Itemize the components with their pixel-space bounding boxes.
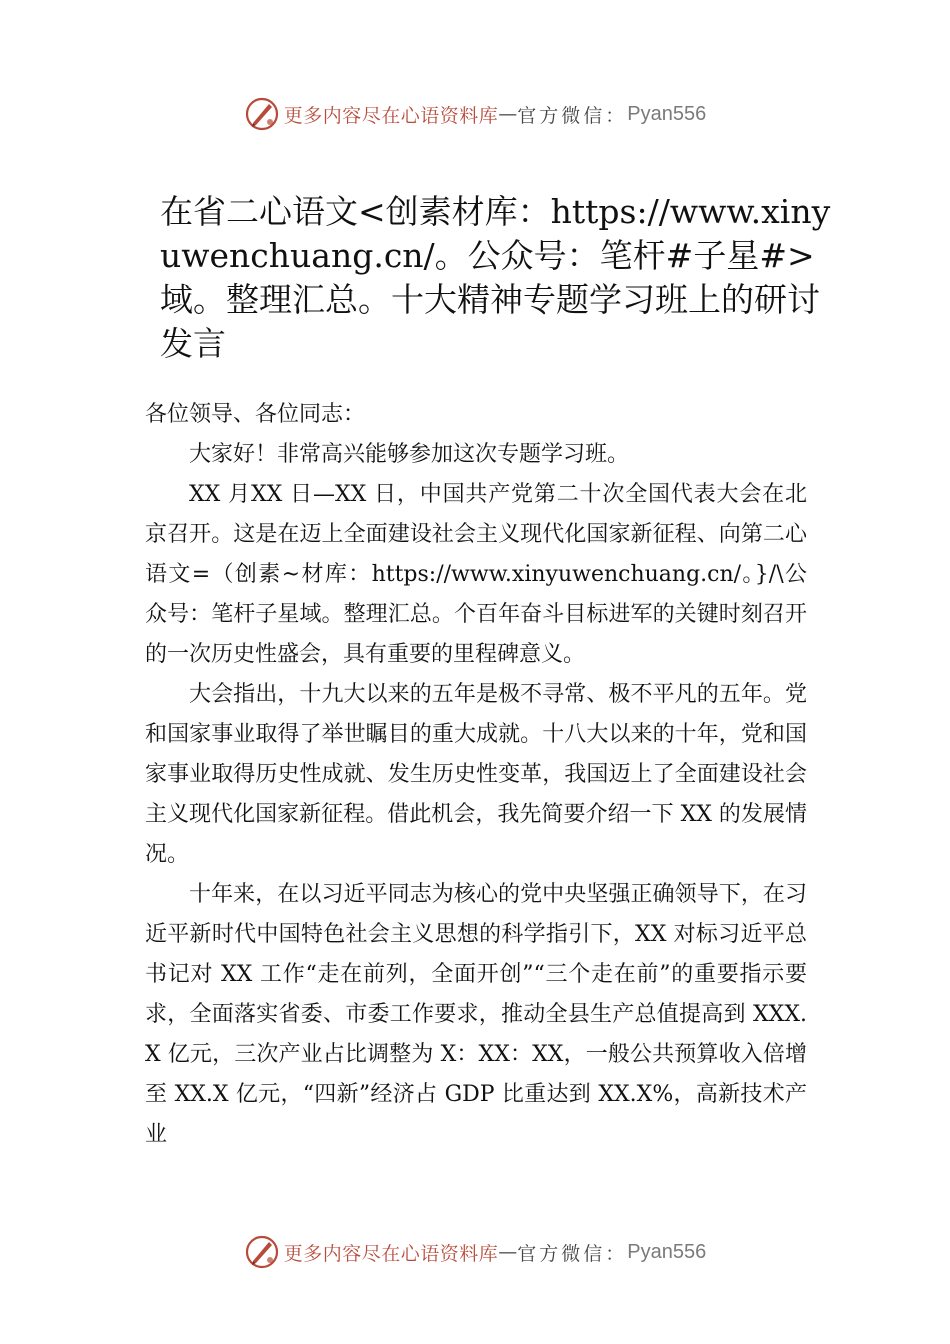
document-title: 在省二心语文<创素材库：https://www.xinyuwenchuang.cn/。公众号：笔杆#子星#>域。整理汇总。十大精神专题学习班上的研讨发言	[160, 192, 831, 363]
pen-logo-icon	[244, 1234, 280, 1270]
banner-wechat-id: Pyan556	[627, 1240, 707, 1263]
banner-separator: —	[498, 1241, 518, 1263]
banner-wechat-id: Pyan556	[627, 102, 707, 125]
banner-wechat-label: 官方微信：	[517, 1242, 628, 1265]
header-banner	[0, 94, 950, 134]
salutation: 各位领导、各位同志：	[145, 402, 366, 427]
document-body	[145, 395, 807, 1155]
paragraph-achievements: 大会指出，十九大以来的五年是极不寻常、极不平凡的五年。党和国家事业取得了举世瞩目的重大成就。十八大以来的十年，党和国家事业取得历史性成就、发生历史性变革，我国迈上了全面建设社会主义现代化国家新征程。借此机会，我先简要介绍一下 XX 的发展情况。	[145, 682, 807, 867]
paragraph-congress: XX 月XX 日—XX 日，中国共产党第二十次全国代表大会在北京召开。这是在迈上全面建设社会主义现代化国家新征程、向第二心语文=（创素~材库：https://www.xinyuwenchuang.cn/。}/\公众号：笔杆子星域。整理汇总。个百年奋斗目标进军的关键时刻召开的一次历史性盛会，具有重要的里程碑意义。	[145, 482, 807, 667]
banner-text: 更多内容尽在心语资料库	[283, 1242, 499, 1265]
footer-banner	[0, 1232, 950, 1272]
banner-text: 更多内容尽在心语资料库	[283, 104, 499, 127]
paragraph-development: 十年来，在以习近平同志为核心的党中央坚强正确领导下，在习近平新时代中国特色社会主义思想的科学指引下，XX 对标习近平总书记对 XX 工作“走在前列，全面开创”“三个走在前”的重要指示要求，全面落实省委、市委工作要求，推动全县生产总值提高到 XXX.X 亿元，三次产业占比调整为 X：XX：XX，一般公共预算收入倍增至 XX.X 亿元，“四新”经济占 GDP 比重达到 XX.X%，高新技术产业	[145, 882, 807, 1147]
paragraph-greeting: 大家好！非常高兴能够参加这次专题学习班。	[189, 442, 630, 467]
banner-separator: —	[498, 103, 518, 125]
pen-logo-icon	[244, 96, 280, 132]
banner-wechat-label: 官方微信：	[517, 104, 628, 127]
